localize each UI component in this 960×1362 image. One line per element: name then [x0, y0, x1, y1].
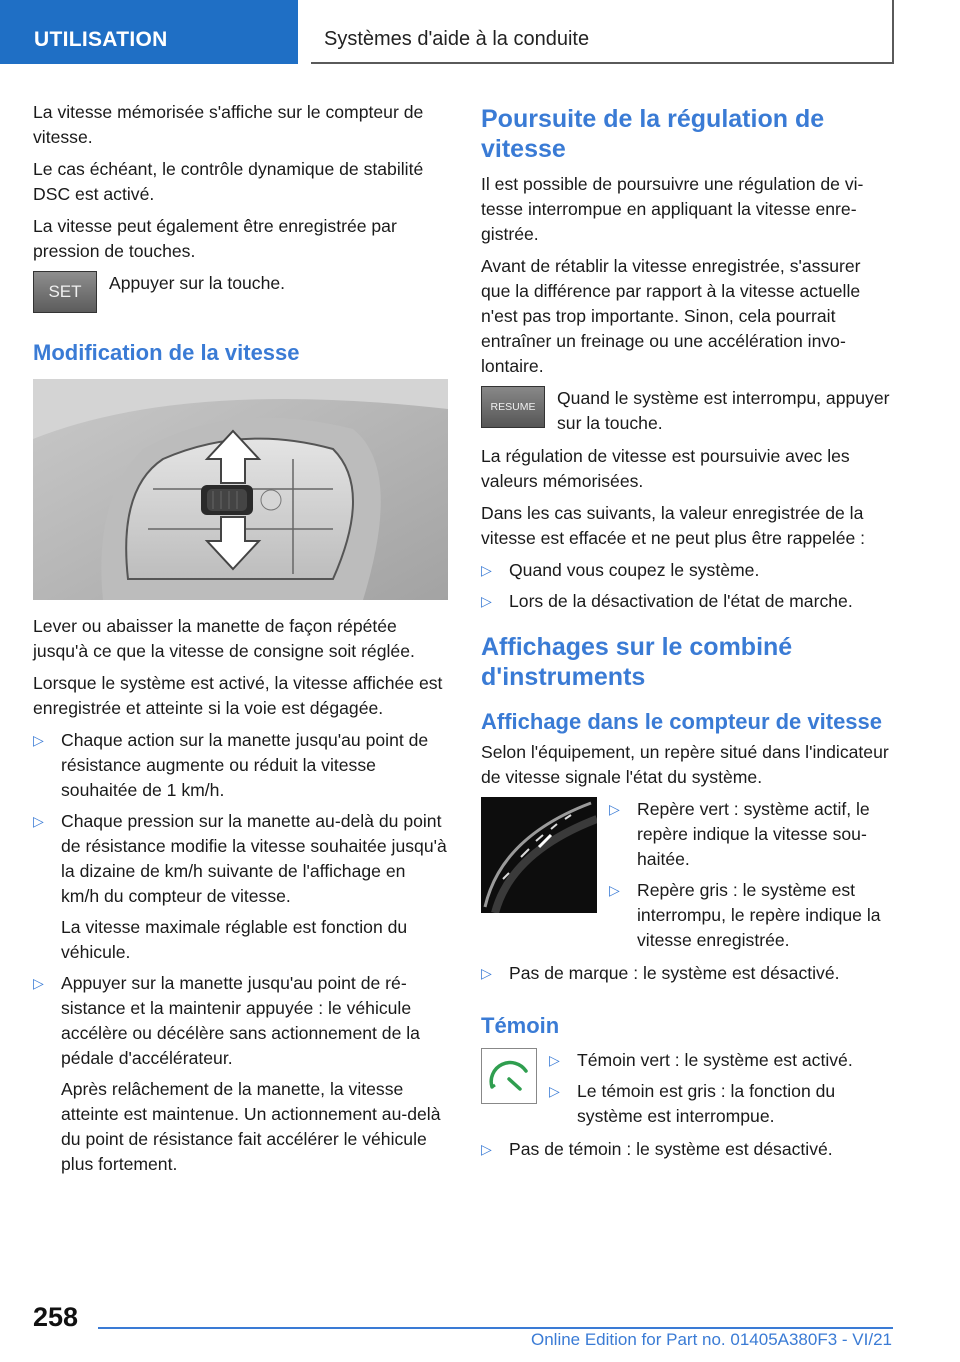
list-item-text: Lors de la désactivation de l'état de marche.	[509, 591, 853, 611]
list-item-text: Chaque action sur la manette jusqu'au point de résistance augmente ou réduit la vitesse souhaitée de 1 km/h.	[61, 730, 429, 800]
right-column	[481, 104, 893, 1168]
list-item	[549, 1048, 893, 1073]
bullet-list	[481, 558, 893, 614]
list-item	[481, 558, 893, 583]
gauge-section	[481, 797, 893, 959]
list-item-note: Après relâchement de la manette, la vitesse atteinte est maintenue. Un actionnement au-delà du point de résistance fait accélérer le véhicule plus fortement.	[61, 1079, 441, 1174]
triangle-bullet-icon: ▷	[33, 975, 44, 991]
paragraph: Il est possible de poursuivre une régulation de vitesse interrompue en appliquant la vitesse enregistrée.	[481, 174, 864, 244]
list-item	[481, 1137, 893, 1162]
header-section-tab	[0, 0, 298, 64]
list-item	[481, 961, 893, 986]
triangle-bullet-icon: ▷	[481, 965, 492, 981]
triangle-bullet-icon: ▷	[609, 882, 620, 898]
list-item-text: Repère vert : système actif, le repère indique la vitesse souhaitée.	[637, 799, 870, 869]
speedometer-marker-image	[481, 797, 597, 913]
heading-modification: Modification de la vitesse	[33, 340, 300, 365]
heading-temoin: Témoin	[481, 1013, 560, 1038]
list-item-text: Quand vous coupez le système.	[509, 560, 760, 580]
list-item-note: La vitesse maximale réglable est fonction du véhicule.	[61, 917, 408, 962]
page-number: 258	[33, 1302, 79, 1332]
paragraph: La vitesse peut également être enregistrée par pression de touches.	[33, 216, 397, 261]
paragraph: La régulation de vitesse est poursuivie avec les valeurs mémorisées.	[481, 446, 850, 491]
set-button-text: Appuyer sur la touche.	[109, 273, 286, 293]
temoin-bullet-list	[549, 1048, 893, 1135]
list-item	[33, 809, 448, 965]
triangle-bullet-icon: ▷	[549, 1052, 560, 1068]
cruise-control-indicator-icon	[481, 1048, 537, 1104]
list-item-text: Témoin vert : le système est activé.	[577, 1050, 853, 1070]
list-item-text: Pas de témoin : le système est désactivé.	[509, 1139, 833, 1159]
paragraph: Selon l'équipement, un repère situé dans l'indicateur de vitesse signale l'état du système.	[481, 742, 889, 787]
header-section-title: UTILISATION	[34, 28, 168, 51]
triangle-bullet-icon: ▷	[481, 593, 492, 609]
paragraph: Dans les cas suivants, la valeur enregistrée de la vitesse est effacée et ne peut plus être rappelée :	[481, 503, 866, 548]
footer-edition: Online Edition for Part no. 01405A380F3 - VI/21	[530, 1330, 892, 1349]
triangle-bullet-icon: ▷	[549, 1083, 560, 1099]
header-chapter-title: Systèmes d'aide à la conduite	[324, 28, 590, 50]
bullet-list	[481, 961, 893, 986]
resume-button-icon: RESUME	[481, 386, 545, 428]
list-item-text: Pas de marque : le système est désactivé.	[509, 963, 840, 983]
paragraph: Lorsque le système est activé, la vitesse affichée est enregistrée et atteinte si la voie est dégagée.	[33, 673, 443, 718]
header-chapter-box	[311, 0, 894, 64]
set-button-icon: SET	[33, 271, 97, 313]
list-item-text: Chaque pression sur la manette au-delà du point de résistance modifie la vitesse souhaitée jusqu'à la dizaine de km/h suivante de l'affichage en km/h du compteur de vitesse.	[61, 811, 447, 906]
list-item-text: Appuyer sur la manette jusqu'au point de résistance et la maintenir appuyée : le véhicule accélère ou décélère sans actionnement de la pédale d'accélérateur.	[61, 973, 420, 1068]
list-item	[549, 1079, 893, 1129]
temoin-section	[481, 1048, 893, 1135]
triangle-bullet-icon: ▷	[481, 562, 492, 578]
list-item-text: Le témoin est gris : la fonction du système est interrompue.	[577, 1081, 836, 1126]
list-item	[609, 878, 893, 953]
footer-divider	[98, 1327, 893, 1329]
heading-affichages: Affichages sur le combiné d'instruments	[481, 633, 793, 691]
paragraph: La vitesse mémorisée s'affiche sur le compteur de vitesse.	[33, 102, 424, 147]
left-column	[33, 100, 448, 1183]
heading-compteur: Affichage dans le compteur de vitesse	[481, 709, 883, 734]
triangle-bullet-icon: ▷	[33, 732, 44, 748]
resume-button-text: Quand le système est interrompu, appuyer sur la touche.	[557, 388, 890, 433]
triangle-bullet-icon: ▷	[609, 801, 620, 817]
heading-poursuite: Poursuite de la régulation de vitesse	[481, 105, 825, 163]
triangle-bullet-icon: ▷	[33, 813, 44, 829]
paragraph: Avant de rétablir la vitesse enregistrée, s'assurer que la différence par rapport à la vitesse actuelle n'est pas trop importante. Sinon, cela pourrait entraîner un freinage ou une accélération involontaire.	[481, 256, 861, 376]
list-item	[33, 728, 448, 803]
list-item	[33, 971, 448, 1177]
set-button-instruction	[33, 271, 448, 313]
paragraph: Lever ou abaisser la manette de façon répétée jusqu'à ce que la vitesse de consigne soit réglée.	[33, 616, 415, 661]
resume-button-instruction	[481, 386, 893, 436]
gauge-bullet-list	[609, 797, 893, 959]
list-item	[481, 589, 893, 614]
bullet-list	[33, 728, 448, 1177]
triangle-bullet-icon: ▷	[481, 1141, 492, 1157]
list-item	[609, 797, 893, 872]
list-item-text: Repère gris : le système est interrompu, le repère indique la vitesse enregistrée.	[637, 880, 881, 950]
bullet-list	[481, 1137, 893, 1162]
paragraph: Le cas échéant, le contrôle dynamique de stabilité DSC est activé.	[33, 159, 424, 204]
steering-wheel-lever-image	[33, 379, 448, 600]
